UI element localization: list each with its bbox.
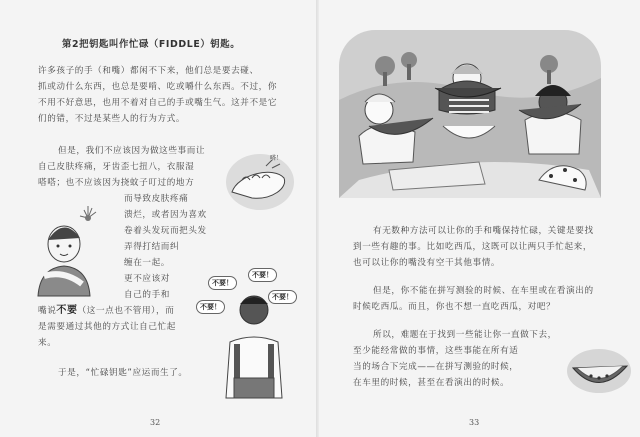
para1-line: 们的错，不过是某些人的行为方式。 [38, 114, 186, 124]
watermelon-slice-illustration [565, 346, 633, 396]
key-heading: 第2把钥匙叫作忙碌（FIDDLE）钥匙。 [62, 39, 241, 50]
boy-saying-no-illustration [214, 286, 300, 406]
boy-scratching-illustration [22, 200, 112, 300]
svg-text:嗒！: 嗒！ [270, 155, 283, 162]
para2-line: 卷着头发玩而把头发 [124, 226, 207, 236]
para2-line: 溃烂，或者因为喜欢 [124, 210, 207, 220]
para2-line: 自己的手和 [124, 290, 170, 300]
emphasis-word: 不要 [56, 305, 78, 316]
page-number-left: 32 [150, 418, 161, 427]
page-number-right: 33 [469, 418, 480, 427]
emphasis-suffix: （这一点也不管用），而 [77, 306, 175, 316]
para1-line: 不用不好意思，也用不着对自己的手或嘴生气。这并不是它 [38, 98, 278, 108]
speech-bubble: 不要！ [196, 300, 225, 314]
para1-line: 到一些有趣的事。比如吃西瓜，这既可以让两只手忙起来， [353, 242, 593, 252]
para1-line: 许多孩子的手（和嘴）都闲不下来，他们总是要去碰、 [38, 66, 259, 76]
para2-line: 缠在一起。 [124, 258, 170, 268]
para2-line: 来。 [38, 338, 57, 348]
watermelon-kids-illustration [339, 30, 601, 198]
para2-line: 但是，你不能在拼写测验的时候、在车里或在看演出的 [373, 286, 594, 296]
para2-line: 自己皮肤疼痛，牙齿歪七扭八，衣服湿 [38, 162, 195, 172]
emphasis-line [38, 304, 174, 318]
para2-line: 更不应该对 [124, 274, 170, 284]
para1-line: 抓或动什么东西，也总是要啃、吃或嚼什么东西。不过，你 [38, 82, 278, 92]
speech-bubble: 不要！ [248, 268, 277, 282]
para2-line: 嗒嗒；也不应该因为挠蚊子叮过的地方 [38, 178, 195, 188]
nail-biting-illustration [222, 148, 302, 220]
para2-line: 是需要通过其他的方式让自己忙起 [38, 322, 176, 332]
speech-bubble: 不要！ [268, 290, 297, 304]
para3-line: 在车里的时候，甚至在看演出的时候。 [353, 378, 510, 388]
para1-line: 也可以让你的嘴没有空干其他事情。 [353, 258, 501, 268]
para2-line: 而导致皮肤疼痛 [124, 194, 189, 204]
para2-line: 时候吃西瓜。而且，你也不想一直吃西瓜，对吧？ [353, 302, 556, 312]
para3-line: 所以，难题在于找到一些能让你一直做下去， [373, 330, 557, 340]
para1-line: 有无数种方法可以让你的手和嘴保持忙碌，关键是要找 [373, 226, 594, 236]
para3-line: 当的场合下完成——在拼写测验的时候， [353, 362, 519, 372]
right-page [319, 0, 640, 437]
para2-line: 弄得打结而纠 [124, 242, 180, 252]
left-page [0, 0, 319, 437]
para3-line: 至少能经常做的事情，这些事能在所有适 [353, 346, 519, 356]
speech-bubble: 不要！ [208, 276, 237, 290]
closing-line: 于是，“忙碌钥匙”应运而生了。 [58, 368, 188, 378]
emphasis-prefix: 嘴说 [38, 306, 57, 316]
para2-line: 但是，我们不应该因为做这些事而让 [58, 146, 206, 156]
